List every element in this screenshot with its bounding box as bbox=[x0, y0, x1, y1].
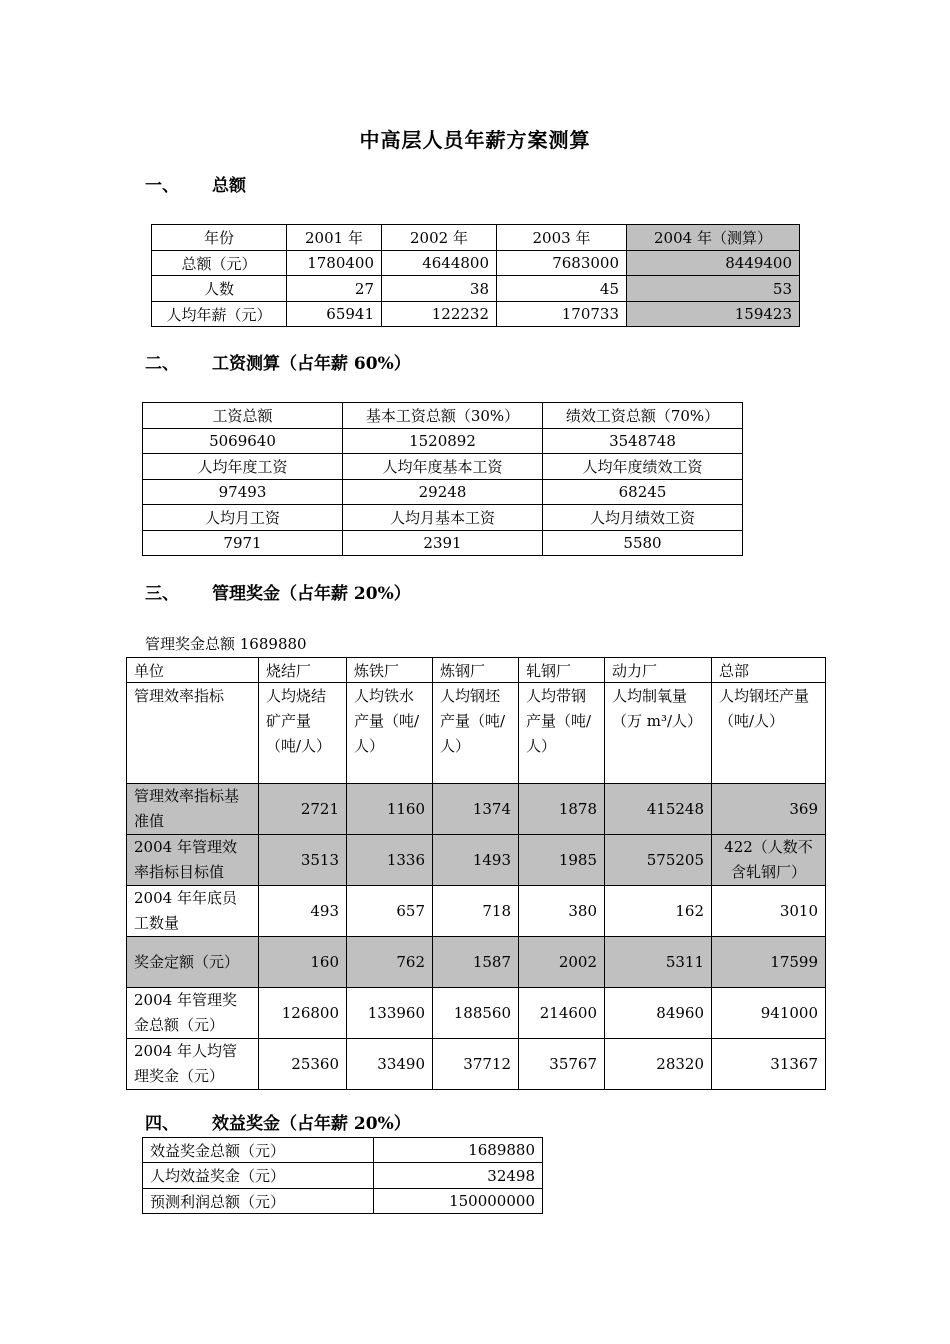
header-cell: 单位 bbox=[127, 658, 259, 683]
table-cell: 35767 bbox=[519, 1039, 605, 1090]
indicator-cell: 人均钢坯产量（吨/人） bbox=[433, 683, 519, 784]
table-row bbox=[152, 276, 800, 302]
table-header-row bbox=[127, 658, 826, 683]
table-cell: 188560 bbox=[433, 988, 519, 1039]
section-2-number: 二、 bbox=[145, 354, 179, 374]
section-2-heading bbox=[145, 352, 545, 376]
table-row bbox=[143, 1163, 543, 1189]
table-cell: 人均年度工资 bbox=[143, 454, 343, 480]
table-cell: 5069640 bbox=[143, 429, 343, 454]
table-cell: 1985 bbox=[519, 835, 605, 886]
management-bonus-table bbox=[126, 657, 826, 1090]
table-cell: 2391 bbox=[343, 531, 543, 556]
row-label: 人均年薪（元） bbox=[152, 302, 287, 327]
table-cell: 126800 bbox=[259, 988, 347, 1039]
table-cell: 1689880 bbox=[374, 1138, 543, 1163]
table-cell: 133960 bbox=[347, 988, 433, 1039]
table-row bbox=[127, 784, 826, 835]
table-row bbox=[143, 531, 743, 556]
section-2-label: 工资测算（占年薪 60%） bbox=[212, 354, 411, 374]
table-cell: 3010 bbox=[712, 886, 826, 937]
table-cell: 1493 bbox=[433, 835, 519, 886]
table-cell: 基本工资总额（30%） bbox=[343, 403, 543, 429]
section-4-number: 四、 bbox=[145, 1114, 179, 1134]
header-cell: 2001 年 bbox=[287, 225, 382, 251]
table-cell: 1374 bbox=[433, 784, 519, 835]
table-cell: 3513 bbox=[259, 835, 347, 886]
table-cell: 380 bbox=[519, 886, 605, 937]
table-row bbox=[127, 988, 826, 1039]
row-label: 2004 年管理效率指标目标值 bbox=[127, 835, 259, 886]
table-cell: 941000 bbox=[712, 988, 826, 1039]
table-cell: 369 bbox=[712, 784, 826, 835]
header-cell: 动力厂 bbox=[605, 658, 712, 683]
indicator-cell: 人均带钢产量（吨/人） bbox=[519, 683, 605, 784]
table-cell: 1160 bbox=[347, 784, 433, 835]
table-cell: 7683000 bbox=[497, 251, 627, 276]
row-label: 管理效率指标基准值 bbox=[127, 784, 259, 835]
total-amount-table bbox=[151, 224, 800, 327]
table-cell: 37712 bbox=[433, 1039, 519, 1090]
table-cell: 415248 bbox=[605, 784, 712, 835]
indicator-label: 管理效率指标 bbox=[127, 683, 259, 784]
table-cell: 657 bbox=[347, 886, 433, 937]
table-cell: 1780400 bbox=[287, 251, 382, 276]
row-label: 人均效益奖金（元） bbox=[143, 1163, 374, 1189]
table-cell: 5580 bbox=[543, 531, 743, 556]
row-label: 2004 年管理奖金总额（元） bbox=[127, 988, 259, 1039]
table-cell: 170733 bbox=[497, 302, 627, 327]
table-row bbox=[152, 251, 800, 276]
section-4-heading bbox=[145, 1112, 545, 1136]
table-cell: 28320 bbox=[605, 1039, 712, 1090]
table-row bbox=[143, 403, 743, 429]
table-cell: 84960 bbox=[605, 988, 712, 1039]
table-cell: 1587 bbox=[433, 937, 519, 988]
table-cell: 人均年度绩效工资 bbox=[543, 454, 743, 480]
table-cell: 762 bbox=[347, 937, 433, 988]
header-cell: 2004 年（测算） bbox=[627, 225, 800, 251]
table-cell: 1520892 bbox=[343, 429, 543, 454]
section-3-label: 管理奖金（占年薪 20%） bbox=[212, 584, 411, 604]
section-3-heading bbox=[145, 582, 545, 606]
row-label: 预测利润总额（元） bbox=[143, 1189, 374, 1214]
section-1-label: 总额 bbox=[212, 176, 246, 196]
header-cell: 总部 bbox=[712, 658, 826, 683]
table-cell: 31367 bbox=[712, 1039, 826, 1090]
table-cell: 工资总额 bbox=[143, 403, 343, 429]
table-cell: 8449400 bbox=[627, 251, 800, 276]
indicator-cell: 人均铁水产量（吨/人） bbox=[347, 683, 433, 784]
row-label: 总额（元） bbox=[152, 251, 287, 276]
table-cell: 17599 bbox=[712, 937, 826, 988]
table-cell: 422（人数不含轧钢厂） bbox=[712, 835, 826, 886]
table-cell: 绩效工资总额（70%） bbox=[543, 403, 743, 429]
table-cell: 65941 bbox=[287, 302, 382, 327]
indicator-cell: 人均烧结矿产量（吨/人） bbox=[259, 683, 347, 784]
table-row bbox=[152, 302, 800, 327]
header-cell: 2003 年 bbox=[497, 225, 627, 251]
table-row bbox=[127, 886, 826, 937]
table-cell: 人均月绩效工资 bbox=[543, 505, 743, 531]
table-cell: 27 bbox=[287, 276, 382, 302]
table-row bbox=[127, 1039, 826, 1090]
table-cell: 160 bbox=[259, 937, 347, 988]
table-cell: 25360 bbox=[259, 1039, 347, 1090]
section-3-number: 三、 bbox=[145, 584, 179, 604]
table-row bbox=[127, 937, 826, 988]
table-row bbox=[143, 429, 743, 454]
table-cell: 38 bbox=[382, 276, 497, 302]
table-cell: 575205 bbox=[605, 835, 712, 886]
table-cell: 29248 bbox=[343, 480, 543, 505]
row-label: 效益奖金总额（元） bbox=[143, 1138, 374, 1163]
table-cell: 97493 bbox=[143, 480, 343, 505]
header-cell: 年份 bbox=[152, 225, 287, 251]
table-cell: 33490 bbox=[347, 1039, 433, 1090]
section-4-label: 效益奖金（占年薪 20%） bbox=[212, 1114, 411, 1134]
table-row bbox=[143, 1138, 543, 1163]
table-row bbox=[143, 480, 743, 505]
table-cell: 159423 bbox=[627, 302, 800, 327]
table-cell: 人均月基本工资 bbox=[343, 505, 543, 531]
row-label: 奖金定额（元） bbox=[127, 937, 259, 988]
table-cell: 214600 bbox=[519, 988, 605, 1039]
bonus-total-note: 管理奖金总额 1689880 bbox=[145, 635, 307, 653]
table-row bbox=[143, 454, 743, 480]
table-cell: 150000000 bbox=[374, 1189, 543, 1214]
section-1-heading bbox=[145, 174, 545, 198]
header-cell: 炼铁厂 bbox=[347, 658, 433, 683]
table-cell: 2721 bbox=[259, 784, 347, 835]
table-cell: 162 bbox=[605, 886, 712, 937]
section-1-number: 一、 bbox=[145, 176, 179, 196]
table-cell: 7971 bbox=[143, 531, 343, 556]
page-title: 中高层人员年薪方案测算 bbox=[359, 128, 591, 152]
table-cell: 45 bbox=[497, 276, 627, 302]
indicator-cell: 人均制氧量（万 m³/人） bbox=[605, 683, 712, 784]
table-cell: 3548748 bbox=[543, 429, 743, 454]
table-cell: 32498 bbox=[374, 1163, 543, 1189]
table-row bbox=[143, 505, 743, 531]
row-label: 2004 年年底员工数量 bbox=[127, 886, 259, 937]
table-cell: 2002 bbox=[519, 937, 605, 988]
table-cell: 1336 bbox=[347, 835, 433, 886]
header-cell: 2002 年 bbox=[382, 225, 497, 251]
header-cell: 轧钢厂 bbox=[519, 658, 605, 683]
header-cell: 烧结厂 bbox=[259, 658, 347, 683]
indicator-row bbox=[127, 683, 826, 784]
row-label: 人数 bbox=[152, 276, 287, 302]
indicator-cell: 人均钢坯产量（吨/人） bbox=[712, 683, 826, 784]
table-cell: 4644800 bbox=[382, 251, 497, 276]
header-cell: 炼钢厂 bbox=[433, 658, 519, 683]
table-cell: 5311 bbox=[605, 937, 712, 988]
salary-table bbox=[142, 402, 743, 556]
table-cell: 1878 bbox=[519, 784, 605, 835]
table-cell: 493 bbox=[259, 886, 347, 937]
table-cell: 人均年度基本工资 bbox=[343, 454, 543, 480]
row-label: 2004 年人均管理奖金（元） bbox=[127, 1039, 259, 1090]
table-cell: 68245 bbox=[543, 480, 743, 505]
table-cell: 人均月工资 bbox=[143, 505, 343, 531]
table-row bbox=[143, 1189, 543, 1214]
table-header-row bbox=[152, 225, 800, 251]
table-cell: 718 bbox=[433, 886, 519, 937]
table-row bbox=[127, 835, 826, 886]
table-cell: 53 bbox=[627, 276, 800, 302]
benefit-bonus-table bbox=[142, 1137, 543, 1214]
table-cell: 122232 bbox=[382, 302, 497, 327]
